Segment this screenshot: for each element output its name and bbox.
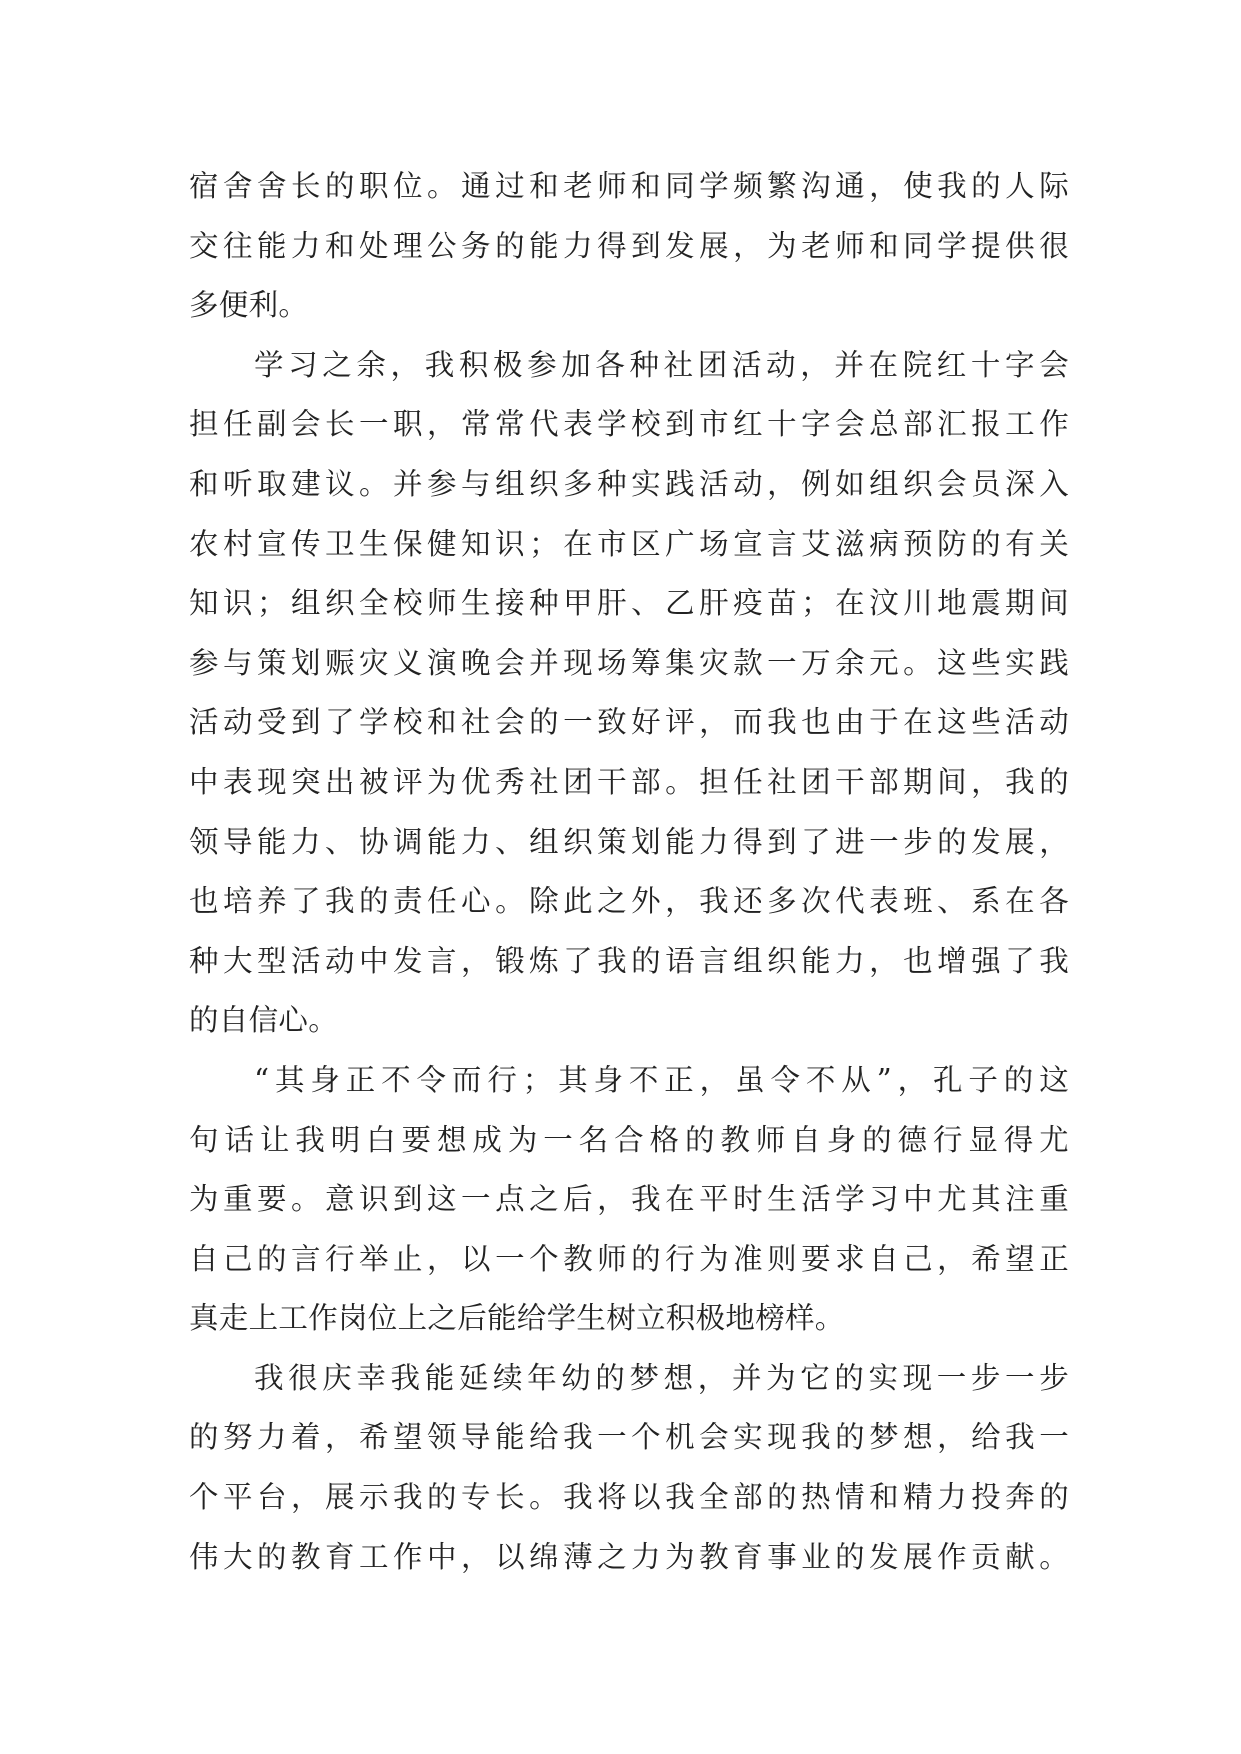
paragraph-3-line-5: 真走上工作岗位上之后能给学生树立积极地榜样。: [189, 1301, 845, 1336]
paragraph-2-line-11: 种大型活动中发言，锻炼了我的语言组织能力，也增强了我: [189, 943, 1069, 978]
paragraph-2-line-1: 学习之余，我积极参加各种社团活动，并在院红十字会: [254, 347, 1069, 382]
paragraph-1-line-3: 多便利。: [189, 288, 309, 323]
paragraph-2-line-2: 担任副会长一职，常常代表学校到市红十字会总部汇报工作: [189, 407, 1069, 442]
paragraph-2-line-6: 参与策划赈灾义演晚会并现场筹集灾款一万余元。这些实践: [189, 645, 1069, 680]
paragraph-1-line-2: 交往能力和处理公务的能力得到发展，为老师和同学提供很: [189, 228, 1069, 263]
paragraph-3-line-3: 为重要。意识到这一点之后，我在平时生活学习中尤其注重: [189, 1182, 1069, 1217]
paragraph-2-line-8: 中表现突出被评为优秀社团干部。担任社团干部期间，我的: [189, 764, 1069, 799]
paragraph-1-line-1: 宿舍舍长的职位。通过和老师和同学频繁沟通，使我的人际: [189, 169, 1069, 203]
paragraph-2-line-12: 的自信心。: [189, 1003, 339, 1038]
body-text: [189, 157, 1069, 1587]
paragraph-3-line-2: 句话让我明白要想成为一名合格的教师自身的德行显得尤: [189, 1122, 1069, 1157]
paragraph-3-line-1: “其身正不令而行；其身不正，虽令不从”，孔子的这: [254, 1062, 1069, 1097]
paragraph-2-line-5: 知识；组织全校师生接种甲肝、乙肝疫苗；在汶川地震期间: [189, 586, 1069, 621]
paragraph-4-line-3: 个平台，展示我的专长。我将以我全部的热情和精力投奔的: [189, 1480, 1069, 1515]
paragraph-4-line-4: 伟大的教育工作中，以绵薄之力为教育事业的发展作贡献。: [189, 1539, 1069, 1574]
paragraph-2-line-4: 农村宣传卫生保健知识；在市区广场宣言艾滋病预防的有关: [189, 526, 1069, 561]
paragraph-2-line-7: 活动受到了学校和社会的一致好评，而我也由于在这些活动: [189, 705, 1069, 740]
paragraph-2-line-9: 领导能力、协调能力、组织策划能力得到了进一步的发展，: [189, 824, 1069, 859]
paragraph-4-line-2: 的努力着，希望领导能给我一个机会实现我的梦想，给我一: [189, 1420, 1069, 1455]
paragraph-2-line-3: 和听取建议。并参与组织多种实践活动，例如组织会员深入: [189, 466, 1069, 501]
paragraph-3-line-4: 自己的言行举止，以一个教师的行为准则要求自己，希望正: [189, 1241, 1069, 1276]
paragraph-4-line-1: 我很庆幸我能延续年幼的梦想，并为它的实现一步一步: [254, 1360, 1069, 1395]
paragraph-2-line-10: 也培养了我的责任心。除此之外，我还多次代表班、系在各: [189, 884, 1069, 919]
